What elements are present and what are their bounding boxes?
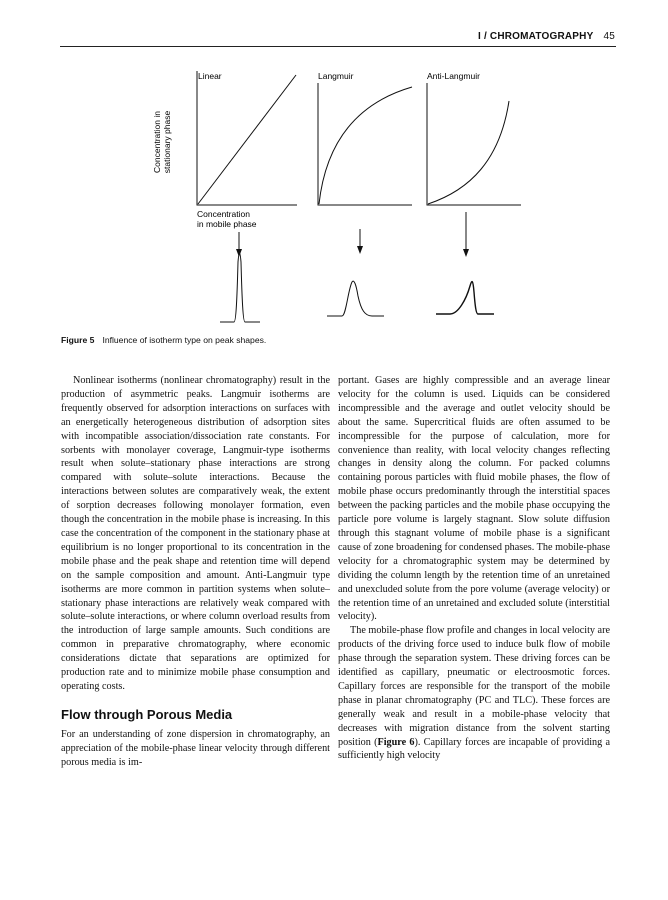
page-number: 45 <box>603 31 615 42</box>
y-label-line1: Concentration in <box>152 111 162 173</box>
y-axis-label <box>152 111 172 174</box>
y-label-line2: stationary phase <box>162 110 172 174</box>
section-heading: Flow through Porous Media <box>61 706 233 722</box>
paragraph: Nonlinear isotherms (nonlinear chromatography) result in the production of asymmetric peaks. Langmuir isotherms are frequently observed for adsorption interactions on surfaces with an energetically heterogeneous distribution of adsorption sites with incompatible association/dissociation rate constants. For sorbents with monolayer coverage, Langmuir-type isotherms result when solute–stationary phase interactions are strong compared with solute–solute interactions. Because the interactions between solutes are comparatively weak, the extent of sorption decreases following monolayer formation, even though the concentration in the mobile phase is increasing. In this case the concentration of the component in the stationary phase at equilibrium is no longer proportional to its concentration in the mobile phase and the peak shape and retention time will depend on the sample composition and amount. Anti-Langmuir type isotherms are more common in partition systems when solute–stationary phase interactions are relatively weak compared with solute–solute interactions, or where column overload results from the introduction of large sample amounts. Such conditions are common in preparative chromatography, where economic considerations dictate that separations are optimized for production rate and to minimize mobile phase consumption and operating costs. <box>61 375 330 692</box>
figure-number: Figure 5 <box>61 335 95 345</box>
figure-caption <box>61 335 266 345</box>
tailing-peak <box>327 281 384 316</box>
paragraph: For an understanding of zone dispersion in chromatography, an appreciation of the mobile-phase linear velocity through different porous media is im- <box>61 728 330 768</box>
caption-text: Influence of isotherm type on peak shapes. <box>102 335 267 345</box>
symmetric-peak <box>220 253 260 322</box>
left-column <box>61 374 330 769</box>
x-label-line2: in mobile phase <box>197 219 257 229</box>
langmuir-axes <box>318 83 412 205</box>
arrow-down-icon <box>357 229 363 254</box>
figure-5 <box>0 0 668 340</box>
x-label-line1: Concentration <box>197 209 250 219</box>
paragraph-text: ). Capillary forces are incapable of providing a sufficiently high velocity <box>338 736 610 762</box>
linear-isotherm-curve <box>198 75 296 204</box>
arrow-down-icon <box>463 212 469 257</box>
figure-reference[interactable]: Figure 6 <box>377 736 415 748</box>
right-column <box>338 374 610 763</box>
paragraph <box>338 624 610 763</box>
paragraph-text: The mobile-phase flow profile and changes in local velocity are products of the driving force used to induce bulk flow of mobile phase through the separation system. These driving forces can be identified as capillary, pneumatic or electroosmotic forces. Capillary forces are responsible for the transport of the mobile phase in planar chromatography (PC and TLC). These forces are generally weak and result in a mobile-phase velocity that decreases with migration distance from the solvent starting position ( <box>338 625 610 748</box>
langmuir-isotherm-curve <box>319 87 412 204</box>
anti-langmuir-axes <box>427 83 521 205</box>
anti-langmuir-isotherm-curve <box>428 101 509 204</box>
panel-label-linear: Linear <box>198 71 222 81</box>
running-title: I / CHROMATOGRAPHY <box>478 31 594 42</box>
panel-label-anti-langmuir: Anti-Langmuir <box>427 71 480 81</box>
paragraph: portant. Gases are highly compressible and an average linear velocity for the column is used. Liquids can be considered incompressible and the average and outlet velocity should be about the same. Supercritical fluids are often assumed to be incompressible for the purpose of calculation, more for convenience than reality, with local velocity changes reflecting changes in density along the column. For packed columns containing porous particles with fluid mobile phases, the flow of mobile phase occurs predominantly through the interstitial spaces between the packing particles and the mobile phase occupying the particle pore volume is largely stagnant. Slow solute diffusion through this stagnant volume of mobile phase is a significant cause of zone broadening for condensed phases. The mobile-phase velocity for a chromatographic system may be determined by dividing the column length by the retention time of an unretained and unexcluded solute from the pore volume (average velocity) or the retention time of an unretained and excluded solute (interstitial velocity). <box>338 375 610 623</box>
panel-label-langmuir: Langmuir <box>318 71 354 81</box>
fronting-peak <box>436 282 494 314</box>
